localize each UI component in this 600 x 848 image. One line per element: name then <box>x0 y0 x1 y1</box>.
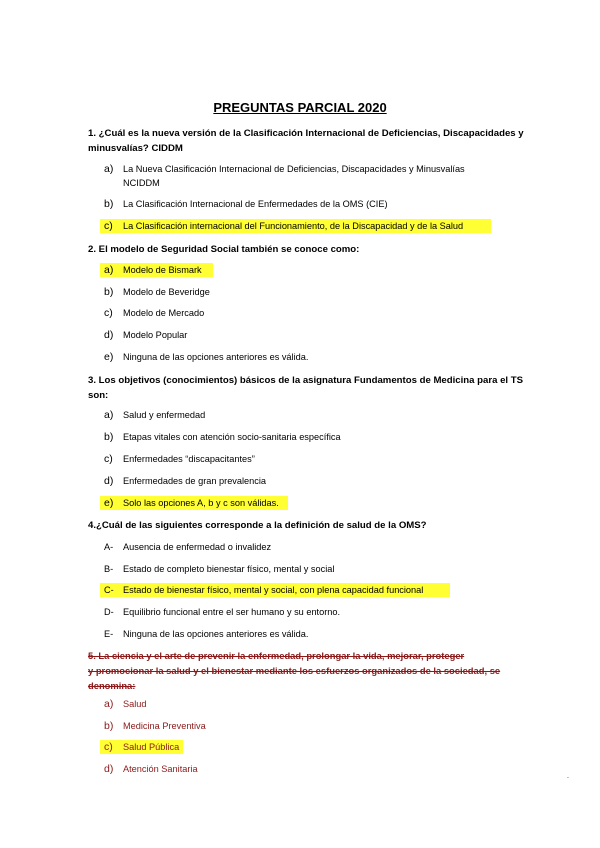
option-text: Salud Pública <box>123 742 180 752</box>
option-text: Ninguna de las opciones anteriores es válida. <box>123 629 309 639</box>
option-letter: E- <box>104 629 114 639</box>
option-letter: b) <box>104 431 114 443</box>
option-text: Etapas vitales con atención socio-sanitaria específica <box>123 432 341 442</box>
option-letter: e) <box>104 497 114 509</box>
option-letter: D- <box>104 607 114 617</box>
option-text: Ausencia de enfermedad o invalidez <box>123 542 272 552</box>
option-text: Equilibrio funcional entre el ser humano y su entorno. <box>123 607 341 617</box>
option-letter: C- <box>104 585 114 595</box>
option-text: Modelo de Beveridge <box>123 287 210 297</box>
option-letter: a) <box>104 698 114 710</box>
option-text: Salud <box>123 699 147 709</box>
option-4c-correct <box>100 583 450 597</box>
option-text: Atención Sanitaria <box>123 764 198 774</box>
option-letter: a) <box>104 163 114 175</box>
question-3-text: 3. Los objetivos (conocimientos) básicos de la asignatura Fundamentos de Medicina para el TS son: <box>88 375 524 401</box>
option-text: La Clasificación Internacional de Enfermedades de la OMS (CIE) <box>123 199 388 209</box>
question-4: 4.¿Cuál de las siguientes corresponde a la definición de salud de la OMS? <box>88 520 427 531</box>
option-letter: c) <box>104 307 113 319</box>
option-letter: c) <box>104 453 113 465</box>
option-2a-correct <box>100 263 213 277</box>
question-5 <box>88 648 500 693</box>
option-3e-correct <box>100 496 288 510</box>
option-1c-correct <box>100 219 491 233</box>
question-2: 2. El modelo de Seguridad Social también se conoce como: <box>88 244 360 255</box>
option-5c-correct <box>100 740 183 754</box>
option-text: Modelo de Bismark <box>123 265 202 275</box>
option-text: Modelo de Mercado <box>123 308 205 318</box>
option-text: Ninguna de las opciones anteriores es válida. <box>123 352 309 362</box>
option-letter: d) <box>104 329 114 341</box>
option-text: Solo las opciones A, b y c son válidas. <box>123 498 279 508</box>
option-letter: a) <box>104 409 114 421</box>
option-text: Enfermedades de gran prevalencia <box>123 476 267 486</box>
option-letter: d) <box>104 763 114 775</box>
option-letter: e) <box>104 351 114 363</box>
page-title: PREGUNTAS PARCIAL 2020 <box>213 100 387 115</box>
option-letter: b) <box>104 720 114 732</box>
option-text: Medicina Preventiva <box>123 721 206 731</box>
option-letter: A- <box>104 542 114 552</box>
question-5-line-2: y promocionar la salud y el bienestar mediante los esfuerzos organizados de la sociedad, se <box>88 665 501 676</box>
option-letter: b) <box>104 286 114 298</box>
option-letter: d) <box>104 475 114 487</box>
option-text: Modelo Popular <box>123 330 188 340</box>
option-letter: c) <box>104 220 113 232</box>
option-letter: B- <box>104 564 114 574</box>
option-text: Salud y enfermedad <box>123 410 206 420</box>
option-text: La Clasificación internacional del Funcionamiento, de la Discapacidad y de la Salud <box>123 221 464 231</box>
question-5-line-1: 5. La ciencia y el arte de prevenir la enfermedad, prolongar la vida, mejorar, proteger <box>88 650 465 661</box>
option-letter: b) <box>104 198 114 210</box>
option-letter: a) <box>104 264 114 276</box>
option-text: Estado de completo bienestar físico, mental y social <box>123 564 335 574</box>
footer-mark: . <box>567 773 569 780</box>
option-text: La Nueva Clasificación Internacional de Deficiencias, Discapacidades y Minusvalías NCIDDM <box>123 164 465 188</box>
question-3 <box>88 373 528 403</box>
option-letter: c) <box>104 741 113 753</box>
question-1: 1. ¿Cuál es la nueva versión de la Clasificación Internacional de Deficiencias, Discapacidades y minusvalías? CIDDM <box>88 128 524 154</box>
option-text: Estado de bienestar físico, mental y social, con plena capacidad funcional <box>123 585 424 595</box>
question-5-line-3: denomina: <box>88 680 136 691</box>
option-text: Enfermedades “discapacitantes” <box>123 454 255 464</box>
